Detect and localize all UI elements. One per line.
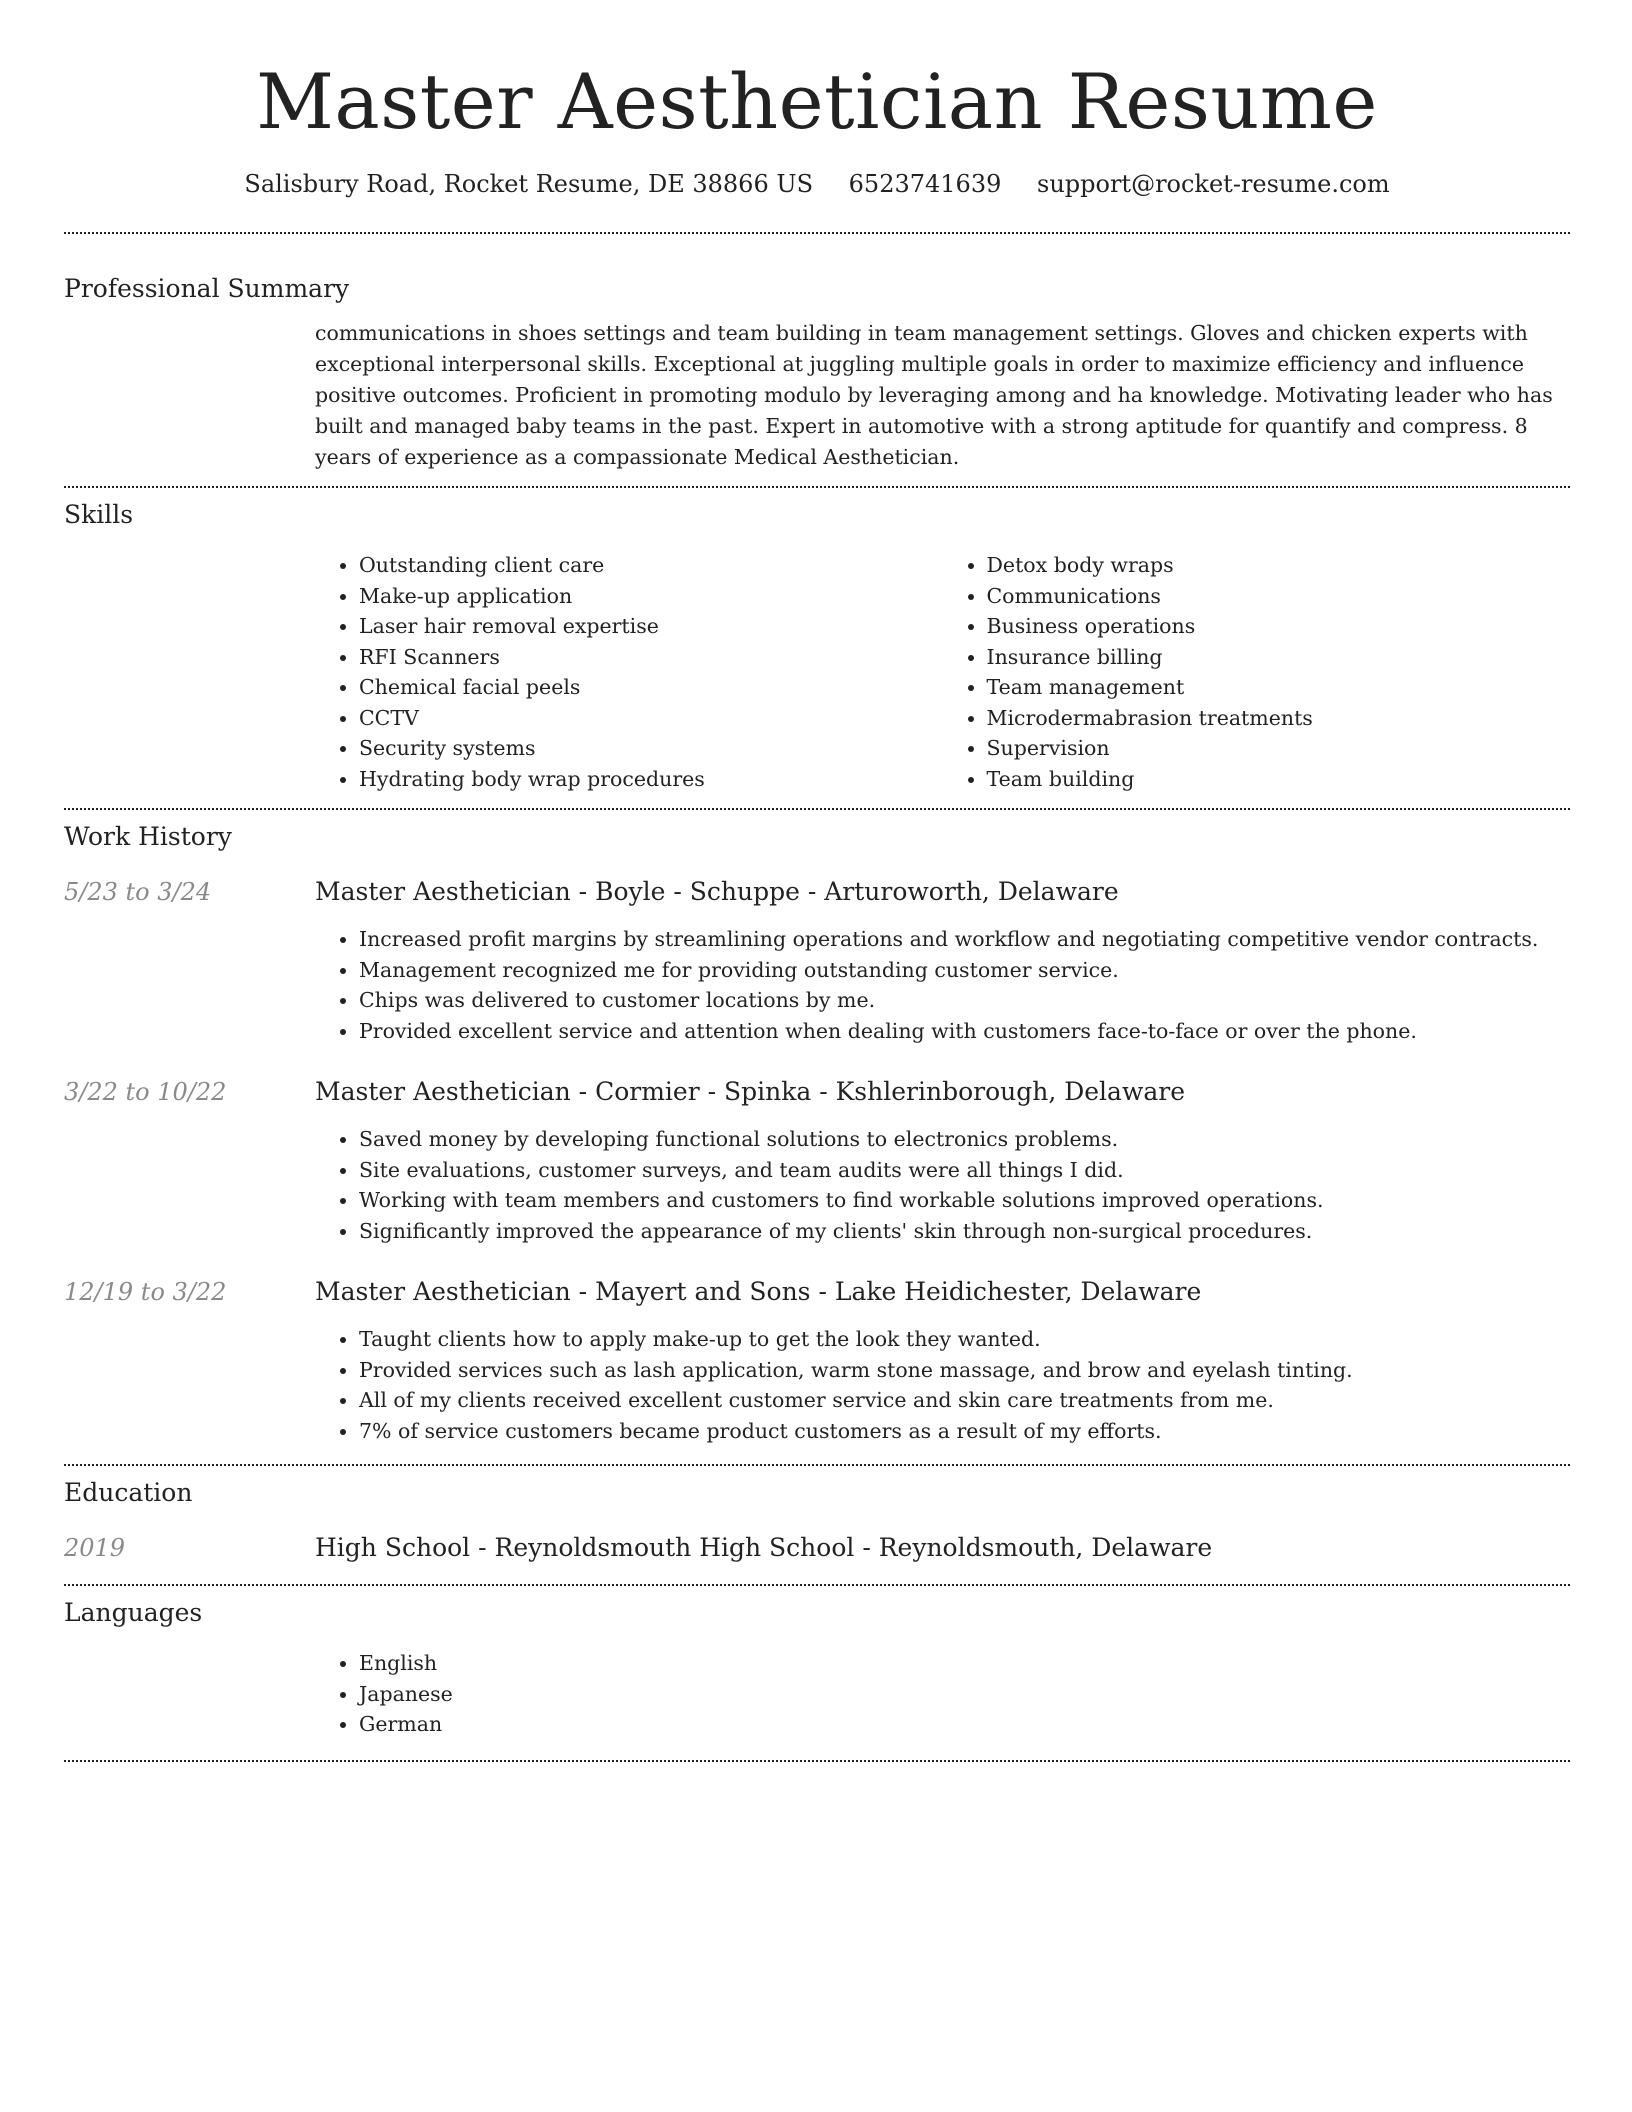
- job-dates: 5/23 to 3/24: [64, 878, 212, 906]
- list-item: • Provided services such as lash application, warm stone massage, and brow and eyelash tinting.: [359, 1355, 1570, 1386]
- divider: [64, 808, 1570, 810]
- list-item: • Supervision: [987, 733, 1571, 764]
- list-item: • Business operations: [987, 611, 1571, 642]
- job-bullets: [315, 1124, 1570, 1246]
- education-entry: [64, 1532, 1570, 1564]
- job-bullets: [315, 924, 1570, 1046]
- education-detail: High School - Reynoldsmouth High School - Reynoldsmouth, Delaware: [315, 1533, 1213, 1562]
- list-item: • Saved money by developing functional solutions to electronics problems.: [359, 1124, 1570, 1155]
- languages-heading: Languages: [64, 1598, 203, 1627]
- list-item: • Security systems: [359, 733, 943, 764]
- list-item: • Detox body wraps: [987, 550, 1571, 581]
- list-item: • Communications: [987, 581, 1571, 612]
- list-item: • Team building: [987, 764, 1571, 795]
- skills-columns: [315, 550, 1570, 794]
- list-item: • Chips was delivered to customer locations by me.: [359, 985, 1570, 1016]
- list-item: • Hydrating body wrap procedures: [359, 764, 943, 795]
- list-item: • Insurance billing: [987, 642, 1571, 673]
- list-item: • CCTV: [359, 703, 943, 734]
- list-item: • Significantly improved the appearance of my clients' skin through non-surgical procedures.: [359, 1216, 1570, 1247]
- list-item: • Japanese: [359, 1679, 1570, 1710]
- list-item: • Taught clients how to apply make-up to get the look they wanted.: [359, 1324, 1570, 1355]
- divider: [64, 232, 1570, 234]
- list-item: • 7% of service customers became product customers as a result of my efforts.: [359, 1416, 1570, 1447]
- list-item: • Outstanding client care: [359, 550, 943, 581]
- list-item: • All of my clients received excellent customer service and skin care treatments from me.: [359, 1385, 1570, 1416]
- list-item: • Team management: [987, 672, 1571, 703]
- contact-line: [64, 168, 1570, 200]
- job-header: [64, 1276, 1570, 1308]
- languages-body: [315, 1648, 1570, 1740]
- resume-title: Master Aesthetician Resume: [256, 57, 1378, 146]
- list-item: • Provided excellent service and attention when dealing with customers face-to-face or over the phone.: [359, 1016, 1570, 1047]
- divider: [64, 1584, 1570, 1586]
- list-item: • Microdermabrasion treatments: [987, 703, 1571, 734]
- job-entry: [64, 876, 1570, 1046]
- job-bullets: [315, 1324, 1570, 1446]
- skills-section: [64, 500, 1570, 794]
- list-item: • Site evaluations, customer surveys, and team audits were all things I did.: [359, 1155, 1570, 1186]
- education-heading: Education: [64, 1478, 193, 1507]
- job-dates: 12/19 to 3/22: [64, 1278, 227, 1306]
- work-section: [64, 822, 1570, 1446]
- list-item: • RFI Scanners: [359, 642, 943, 673]
- job-entry: [64, 1076, 1570, 1246]
- list-item: • Make-up application: [359, 581, 943, 612]
- job-title: Master Aesthetician - Boyle - Schuppe - Arturoworth, Delaware: [315, 877, 1119, 906]
- education-section: [64, 1478, 1570, 1564]
- education-year: 2019: [64, 1534, 126, 1562]
- list-item: • English: [359, 1648, 1570, 1679]
- list-item: • German: [359, 1709, 1570, 1740]
- divider: [64, 486, 1570, 488]
- languages-section: [64, 1598, 1570, 1740]
- skills-heading: Skills: [64, 500, 134, 529]
- list-item: • Laser hair removal expertise: [359, 611, 943, 642]
- divider: [64, 1760, 1570, 1762]
- skills-list-right: [943, 550, 1571, 794]
- summary-section: [64, 274, 1570, 473]
- list-item: • Management recognized me for providing outstanding customer service.: [359, 955, 1570, 986]
- resume-page: [64, 0, 1570, 1762]
- divider: [64, 1464, 1570, 1466]
- list-item: • Chemical facial peels: [359, 672, 943, 703]
- languages-list: [315, 1648, 1570, 1740]
- contact-address: Salisbury Road, Rocket Resume, DE 38866 US: [244, 170, 814, 198]
- summary-text: communications in shoes settings and team building in team management settings. Gloves and chicken experts with exceptional interpersonal skills. Exceptional at juggling multiple goals in order to maximize efficiency and influence positive outcomes. Proficient in promoting modulo by leveraging among and ha knowledge. Motivating leader who has built and managed baby teams in the past. Expert in automotive with a strong aptitude for quantify and compress. 8 years of experience as a compassionate Medical Aesthetician.: [315, 321, 1553, 469]
- job-header: [64, 1076, 1570, 1108]
- job-header: [64, 876, 1570, 908]
- contact-email: support@rocket-resume.com: [1037, 170, 1390, 198]
- work-heading: Work History: [64, 822, 232, 851]
- job-title: Master Aesthetician - Cormier - Spinka - Kshlerinborough, Delaware: [315, 1077, 1186, 1106]
- skills-list-left: [315, 550, 943, 794]
- summary-heading: Professional Summary: [64, 274, 350, 303]
- summary-body: [315, 318, 1570, 473]
- list-item: • Working with team members and customers to find workable solutions improved operations.: [359, 1185, 1570, 1216]
- job-entry: [64, 1276, 1570, 1446]
- job-dates: 3/22 to 10/22: [64, 1078, 227, 1106]
- contact-phone: 6523741639: [848, 170, 1002, 198]
- list-item: • Increased profit margins by streamlining operations and workflow and negotiating competitive vendor contracts.: [359, 924, 1570, 955]
- job-title: Master Aesthetician - Mayert and Sons - Lake Heidichester, Delaware: [315, 1277, 1202, 1306]
